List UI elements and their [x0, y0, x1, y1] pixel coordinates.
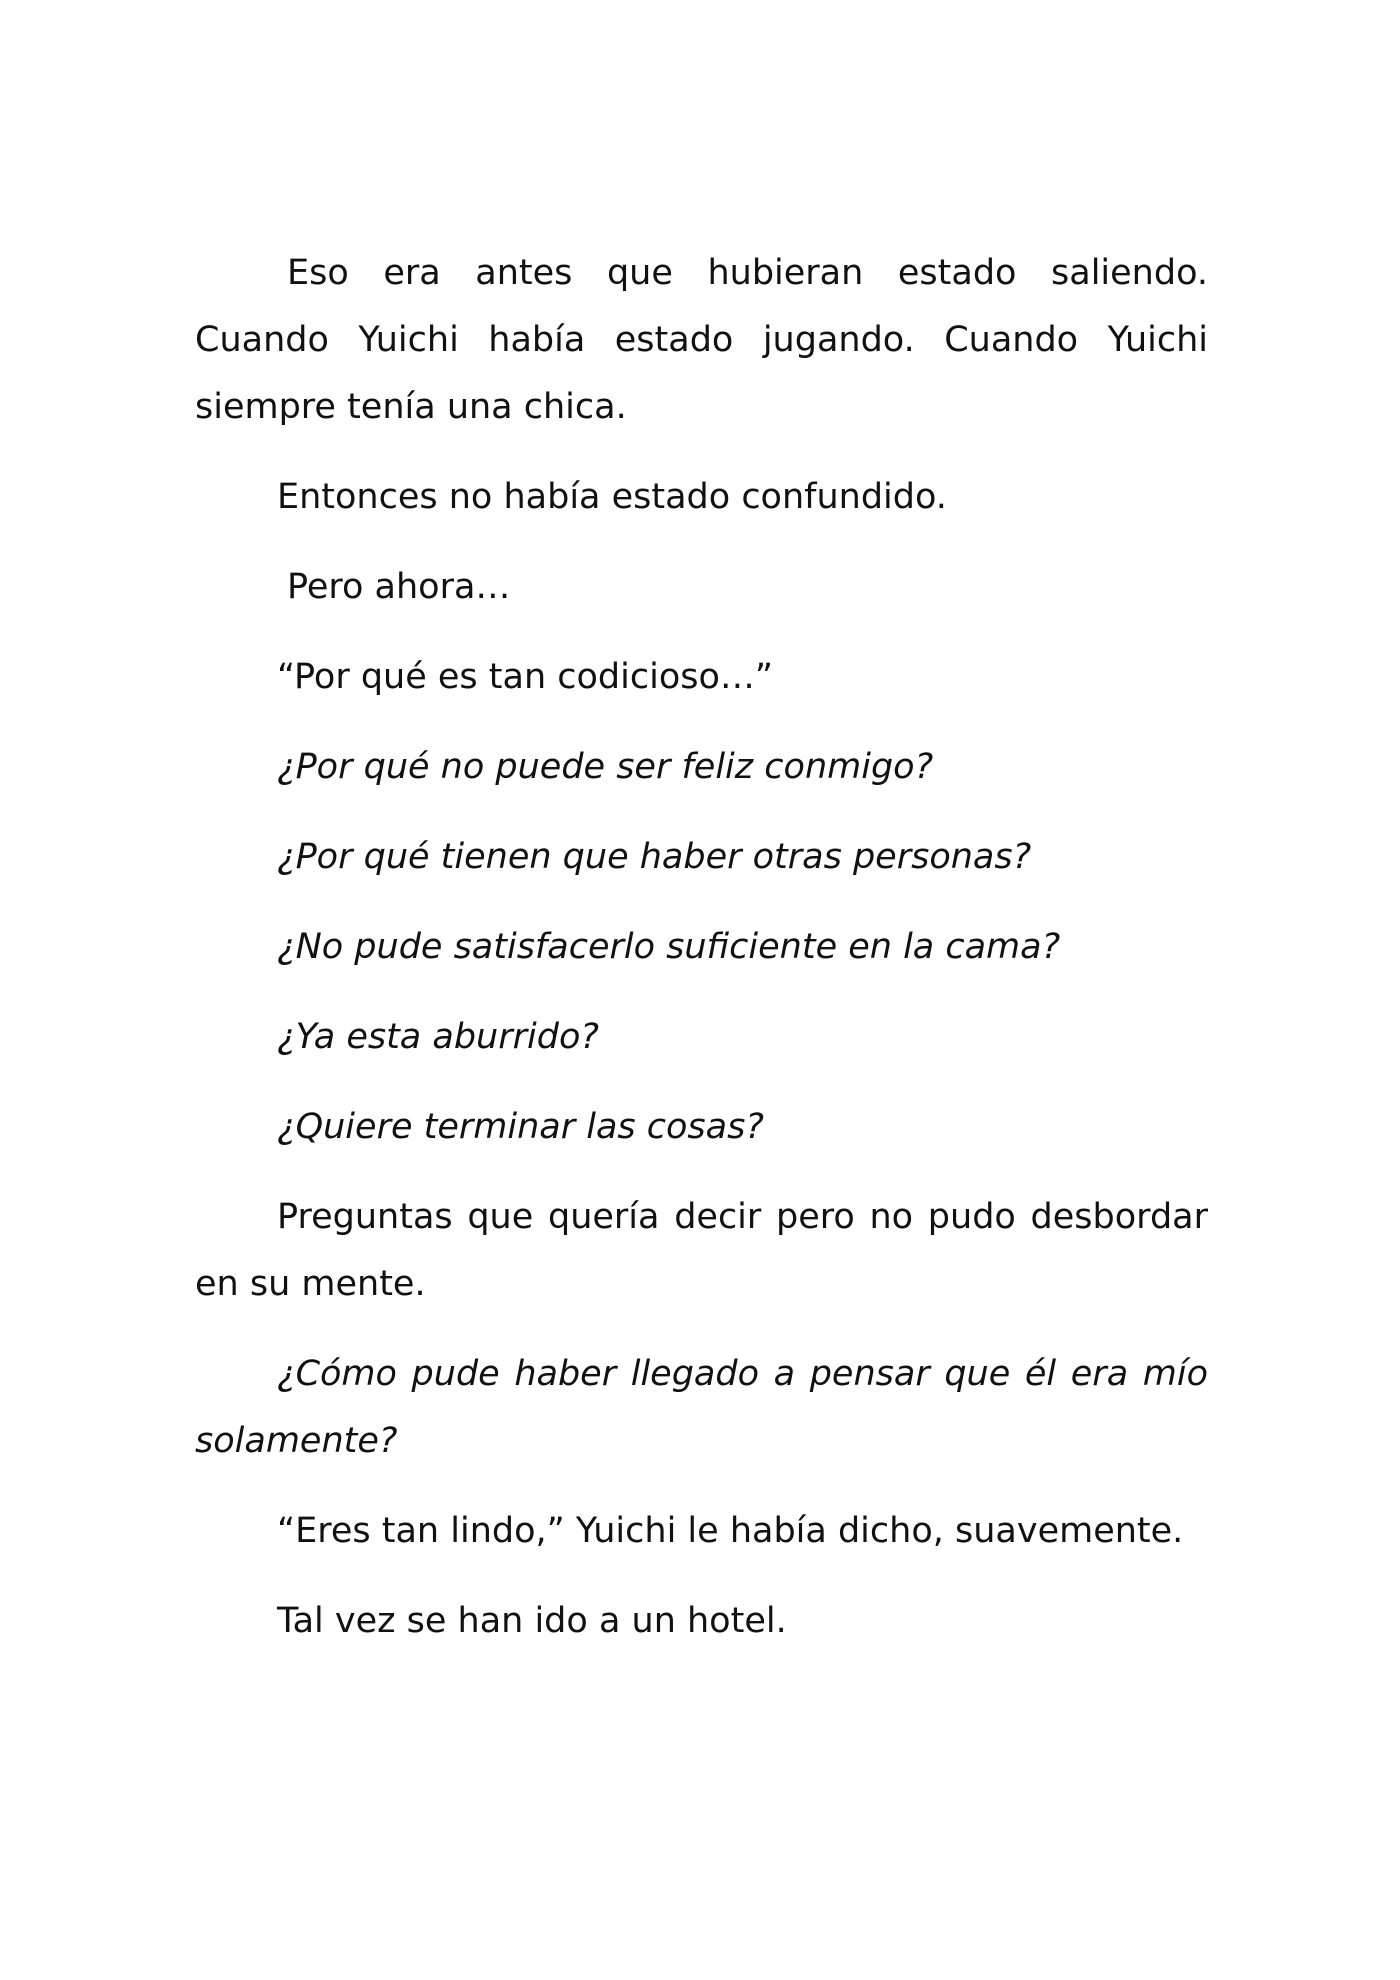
paragraph-3: Pero ahora…	[287, 567, 511, 607]
paragraph-6: ¿Por qué tienen que haber otras personas?	[277, 837, 1032, 877]
paragraph-4: “Por qué es tan codicioso…”	[277, 657, 774, 697]
paragraph-2: Entonces no había estado confundido.	[277, 477, 947, 517]
paragraph-8: ¿Ya esta aburrido?	[277, 1017, 599, 1057]
paragraph-11: ¿Cómo pude haber llegado a pensar que él era mío solamente?	[195, 1354, 1208, 1461]
paragraph-9: ¿Quiere terminar las cosas?	[277, 1107, 764, 1147]
document-body	[195, 240, 1208, 1678]
paragraph-1: Eso era antes que hubieran estado saliendo. Cuando Yuichi había estado jugando. Cuando Yuichi siempre tenía una chica.	[195, 253, 1208, 427]
paragraph-13: Tal vez se han ido a un hotel.	[277, 1601, 787, 1641]
paragraph-5: ¿Por qué no puede ser feliz conmigo?	[277, 747, 934, 787]
paragraph-7: ¿No pude satisfacerlo suficiente en la cama?	[277, 927, 1061, 967]
paragraph-10: Preguntas que quería decir pero no pudo desbordar en su mente.	[195, 1197, 1208, 1304]
paragraph-12: “Eres tan lindo,” Yuichi le había dicho, suavemente.	[277, 1511, 1184, 1551]
